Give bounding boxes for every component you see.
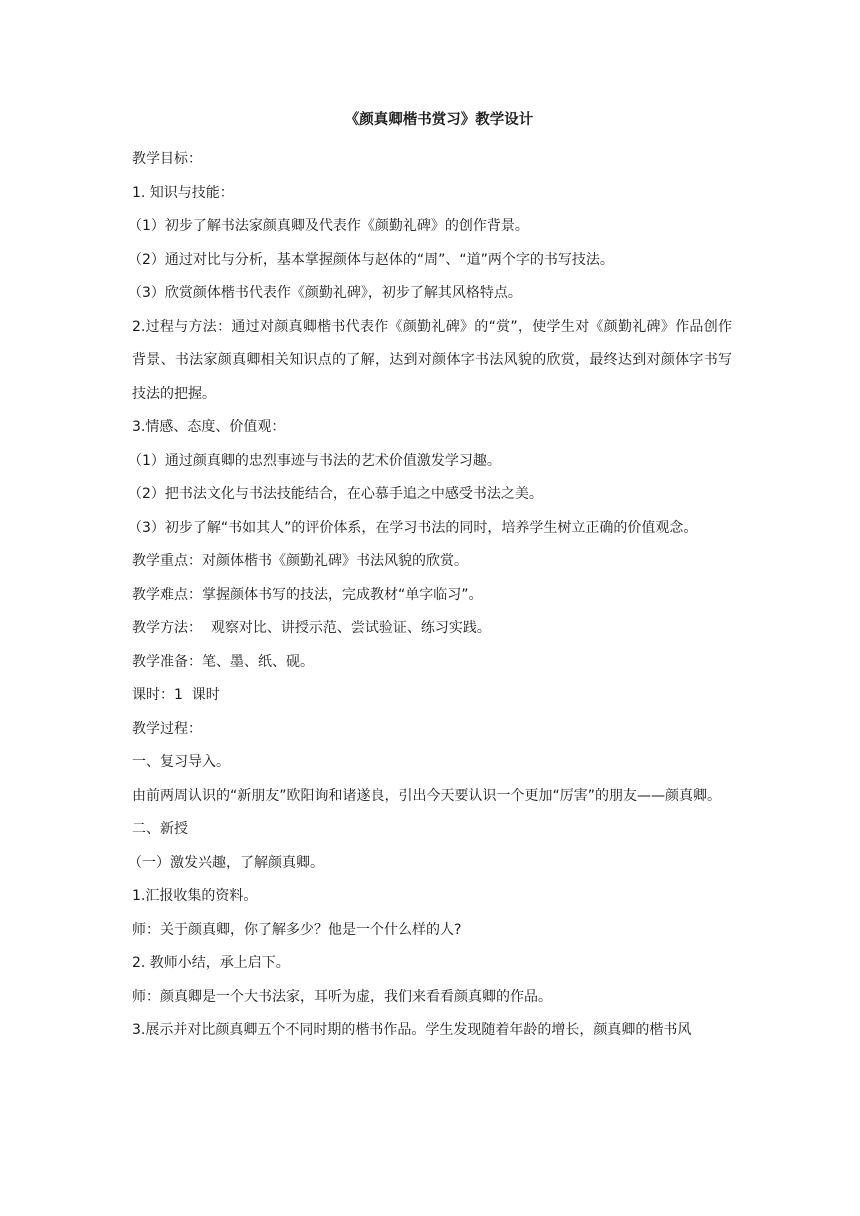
- objective-emotion-values: 3.情感、态度、价值观：: [132, 419, 286, 435]
- emotion-item-1: （1）通过颜真卿的忠烈事迹与书法的艺术价值激发学习趣。: [128, 452, 501, 469]
- class-hours: 课时：1 课时: [132, 687, 220, 703]
- process-teacher-question: 师：关于颜真卿，你了解多少？他是一个什么样的人?: [132, 921, 462, 938]
- section-heading-process: 教学过程：: [132, 720, 202, 737]
- teaching-key-point: 教学重点：对颜体楷书《颜勤礼碑》书法风貌的欣赏。: [132, 553, 468, 569]
- teaching-preparation: 教学准备：笔、墨、纸、砚。: [132, 653, 314, 670]
- process-step-1-heading: 一、复习导入。: [132, 754, 230, 770]
- teaching-difficulty: 教学难点：掌握颜体书写的技法，完成教材“单字临习”。: [132, 586, 483, 603]
- objective-item-1: （1）初步了解书法家颜真卿及代表作《颜勤礼碑》的创作背景。: [128, 218, 529, 234]
- process-step-2-heading: 二、新授: [132, 821, 188, 837]
- process-item-1: 1.汇报收集的资料。: [132, 888, 258, 904]
- teaching-methods: 教学方法： 观察对比、讲授示范、尝试验证、练习实践。: [132, 620, 491, 636]
- objective-item-2: （2）通过对比与分析，基本掌握颜体与赵体的“周”、“道”两个字的书写技法。: [128, 251, 614, 268]
- section-heading-objectives: 教学目标：: [132, 151, 202, 167]
- process-teacher-summary: 师：颜真卿是一个大书法家，耳听为虚，我们来看看颜真卿的作品。: [132, 988, 552, 1005]
- emotion-item-2: （2）把书法文化与书法技能结合，在心慕手追之中感受书法之美。: [128, 486, 543, 502]
- emotion-item-3: （3）初步了解“书如其人”的评价体系，在学习书法的同时，培养学生树立正确的价值观念。: [128, 519, 698, 536]
- objective-process-methods: 2.过程与方法：通过对颜真卿楷书代表作《颜勤礼碑》的“赏”，使学生对《颜勤礼碑》作品创作背景、书法家颜真卿相关知识点的了解，达到对颜体字书法风貌的欣赏，最终达到对颜体字书写技法的把握。: [132, 318, 732, 402]
- objective-knowledge-skills: 1. 知识与技能：: [132, 184, 234, 201]
- process-substep-heading: （一）激发兴趣，了解颜真卿。: [128, 854, 324, 871]
- objective-item-3: （3）欣赏颜体楷书代表作《颜勤礼碑》，初步了解其风格特点。: [128, 285, 522, 301]
- document-title: 《颜真卿楷书赏习》教学设计: [344, 112, 534, 128]
- process-item-3: 3.展示并对比颜真卿五个不同时期的楷书作品。学生发现随着年龄的增长，颜真卿的楷书风: [132, 1022, 692, 1038]
- process-step-1-text: 由前两周认识的“新朋友”欧阳询和诸遂良，引出今天要认识一个更加“厉害”的朋友——颜真卿。: [132, 787, 722, 804]
- document-body: [128, 110, 732, 1048]
- process-item-2: 2. 教师小结，承上启下。: [132, 955, 290, 971]
